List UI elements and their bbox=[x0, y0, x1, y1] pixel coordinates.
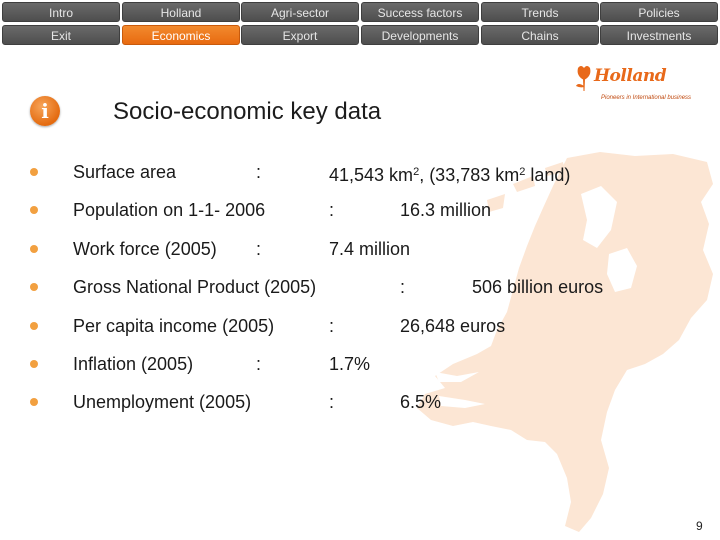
info-icon[interactable]: i bbox=[30, 96, 60, 126]
item-label: Population on 1-1- 2006 bbox=[73, 200, 266, 220]
bullet-icon bbox=[30, 245, 38, 253]
item-value: 6.5% bbox=[400, 392, 442, 412]
bullet-icon bbox=[30, 283, 38, 291]
list-item-unemployment bbox=[0, 389, 720, 415]
bullet-icon bbox=[30, 322, 38, 330]
nav-button-intro[interactable]: Intro bbox=[2, 2, 120, 22]
nav-button-agri-sector[interactable]: Agri-sector bbox=[241, 2, 359, 22]
item-label: Gross National Product (2005) bbox=[73, 277, 317, 297]
list-item-inflation bbox=[0, 351, 720, 377]
item-label: Unemployment (2005) bbox=[73, 392, 252, 412]
item-value: 506 billion euros bbox=[472, 277, 604, 297]
item-label: Work force (2005) bbox=[73, 239, 217, 259]
tulip-logo-icon bbox=[574, 64, 596, 92]
item-separator: : bbox=[329, 316, 335, 336]
nav-row-top bbox=[0, 2, 720, 22]
item-label: Inflation (2005) bbox=[73, 354, 194, 374]
nav-button-export[interactable]: Export bbox=[241, 25, 359, 45]
item-separator: : bbox=[400, 277, 406, 297]
item-value: 1.7% bbox=[329, 354, 371, 374]
bullet-icon bbox=[30, 168, 38, 176]
nav-button-exit[interactable]: Exit bbox=[2, 25, 120, 45]
item-label: Surface area bbox=[73, 162, 177, 182]
item-separator: : bbox=[329, 392, 335, 412]
logo-tagline: Pioneers in International business bbox=[601, 95, 692, 101]
nav-button-investments[interactable]: Investments bbox=[600, 25, 718, 45]
bullet-icon bbox=[30, 206, 38, 214]
item-label: Per capita income (2005) bbox=[73, 316, 275, 336]
nav-button-chains[interactable]: Chains bbox=[481, 25, 599, 45]
nav-row-bottom bbox=[0, 25, 720, 45]
item-separator: : bbox=[329, 200, 335, 220]
item-value: 41,543 $km^2$, (33,783 $km^2$ land) bbox=[329, 165, 571, 185]
list-item-gnp bbox=[0, 274, 720, 300]
logo-wordmark: Holland bbox=[594, 66, 667, 86]
item-value: 16.3 million bbox=[400, 200, 492, 220]
nav-button-trends[interactable]: Trends bbox=[481, 2, 599, 22]
list-item-population bbox=[0, 197, 720, 223]
nav-button-holland[interactable]: Holland bbox=[122, 2, 240, 22]
item-value: 26,648 euros bbox=[400, 316, 506, 336]
list-item-work-force bbox=[0, 236, 720, 262]
nav-button-developments[interactable]: Developments bbox=[361, 25, 479, 45]
item-value: 7.4 million bbox=[329, 239, 411, 259]
nav-button-policies[interactable]: Policies bbox=[600, 2, 718, 22]
page-title: Socio-economic key data bbox=[113, 98, 382, 125]
bullet-icon bbox=[30, 398, 38, 406]
bullet-icon bbox=[30, 360, 38, 368]
page-number: 9 bbox=[696, 519, 703, 533]
list-item-surface-area bbox=[0, 159, 720, 185]
holland-logo bbox=[574, 62, 709, 106]
nav-button-success-factors[interactable]: Success factors bbox=[361, 2, 479, 22]
list-item-per-capita-income bbox=[0, 313, 720, 339]
item-separator: : bbox=[256, 354, 262, 374]
item-separator: : bbox=[256, 162, 262, 182]
item-separator: : bbox=[256, 239, 262, 259]
nav-button-economics[interactable]: Economics bbox=[122, 25, 240, 45]
